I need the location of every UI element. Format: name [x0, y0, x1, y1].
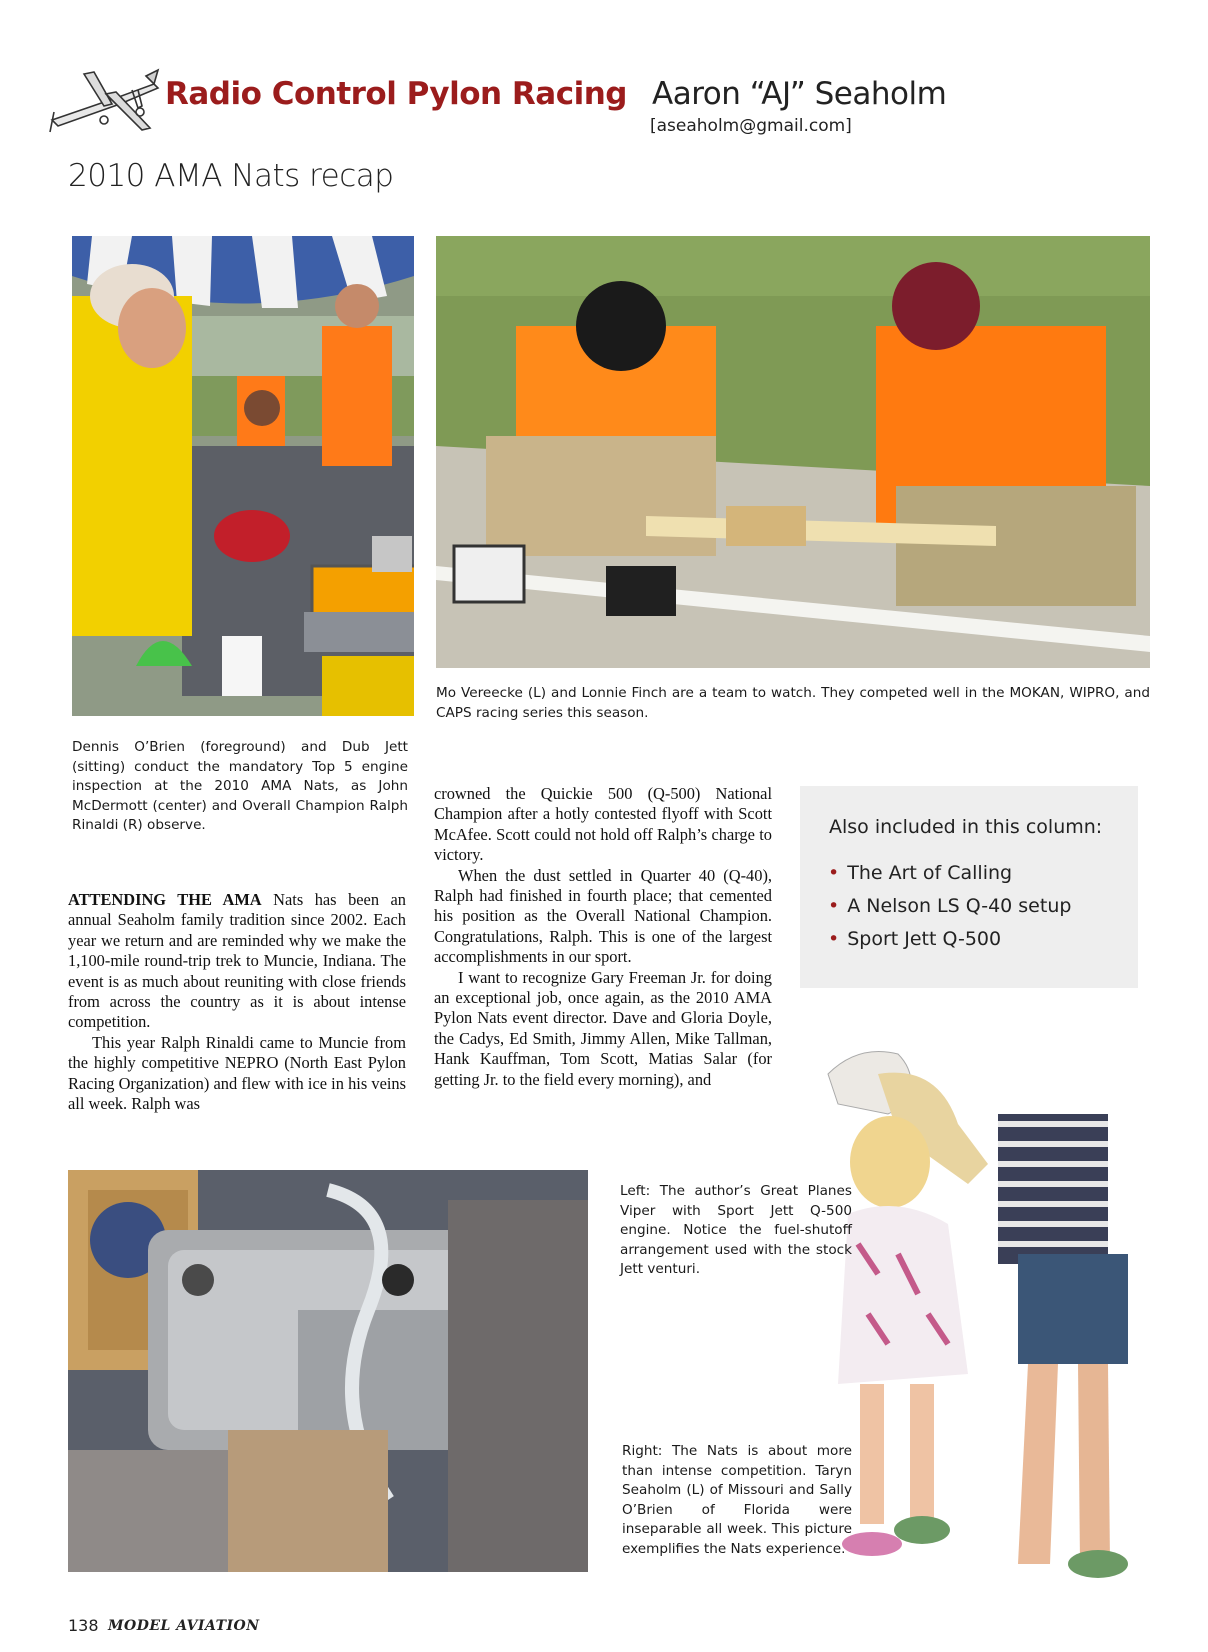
engine-inspection-photo [72, 236, 414, 716]
section-title: Radio Control Pylon Racing [165, 76, 627, 112]
article-paragraph: I want to recognize Gary Freeman Jr. for doing an exceptional job, once again, as the 2010 AMA Pylon Nats event director. Dave and Gloria Doyle, the Cadys, Ed Smith, Jimmy Allen, Mike Tallman, Hank Kauffman, Tom Scott, Matias Salar (for getting Jr. to the field every morning), and [434, 967, 772, 1089]
bullet-icon: • [828, 895, 840, 917]
article-lead-in: ATTENDING THE AMA [68, 890, 262, 909]
sidebar-item: • Sport Jett Q-500 [828, 928, 1002, 950]
engine-closeup-caption: Left: The author’s Great Planes Viper with Sport Jett Q-500 engine. Notice the fuel-shutoff arrangement used with the stock Jett venturi. [620, 1183, 852, 1277]
engine-closeup-photo [68, 1170, 588, 1572]
article-paragraph-text: Nats has been an annual Seaholm family tradition since 2002. Each year we return and are reminded why we make the 1,100-mile round-trip trek to Muncie, Indiana. The event is as much about reuniting with close friends from across the country as it is about intense competition. [68, 890, 406, 1032]
sidebar-title: Also included in this column: [829, 816, 1103, 838]
article-headline: 2010 AMA Nats recap [68, 158, 394, 194]
article-paragraph [68, 890, 406, 1033]
article-paragraph: This year Ralph Rinaldi came to Muncie from the highly competitive NEPRO (North East Pylon Racing Organization) and flew with ice in his veins all week. Ralph was [68, 1032, 406, 1114]
sidebar-item: • A Nelson LS Q-40 setup [828, 895, 1072, 917]
author-name: Aaron “AJ” Seaholm [652, 76, 947, 112]
bullet-icon: • [828, 928, 840, 950]
also-included-sidebar [800, 786, 1138, 988]
team-photo [436, 236, 1150, 668]
sidebar-item: • The Art of Calling [828, 862, 1013, 884]
author-email[interactable]: [aseaholm@gmail.com] [650, 116, 852, 136]
magazine-name: MODEL AVIATION [108, 1618, 260, 1634]
girls-photo-caption: Right: The Nats is about more than intense competition. Taryn Seaholm (L) of Missouri and Sally O’Brien of Florida were inseparable all week. This picture exemplifies the Nats experience. [622, 1443, 852, 1557]
bullet-icon: • [828, 862, 840, 884]
article-column-2 [434, 784, 772, 1090]
page-number: 138 [68, 1616, 99, 1635]
engine-inspection-caption: Dennis O’Brien (foreground) and Dub Jett (sitting) conduct the mandatory Top 5 engine inspection at the 2010 AMA Nats, as John McDermott (center) and Overall Champion Ralph Rinaldi (R) observe. [72, 739, 408, 833]
column-logo-airplane [46, 54, 164, 136]
article-paragraph: When the dust settled in Quarter 40 (Q-40), Ralph had finished in fourth place; that cemented his position as the Overall National Champion. Congratulations, Ralph. This is one of the largest accomplishments in our sport. [434, 865, 772, 967]
article-column-1 [68, 890, 406, 1114]
girls-photo [818, 1044, 1128, 1584]
sidebar-list [828, 862, 1071, 961]
article-paragraph: crowned the Quickie 500 (Q-500) National Champion after a hotly contested flyoff with Scott McAfee. Scott could not hold off Ralph’s charge to victory. [434, 784, 772, 865]
team-photo-caption: Mo Vereecke (L) and Lonnie Finch are a team to watch. They competed well in the MOKAN, WIPRO, and CAPS racing series this season. [436, 685, 1150, 721]
